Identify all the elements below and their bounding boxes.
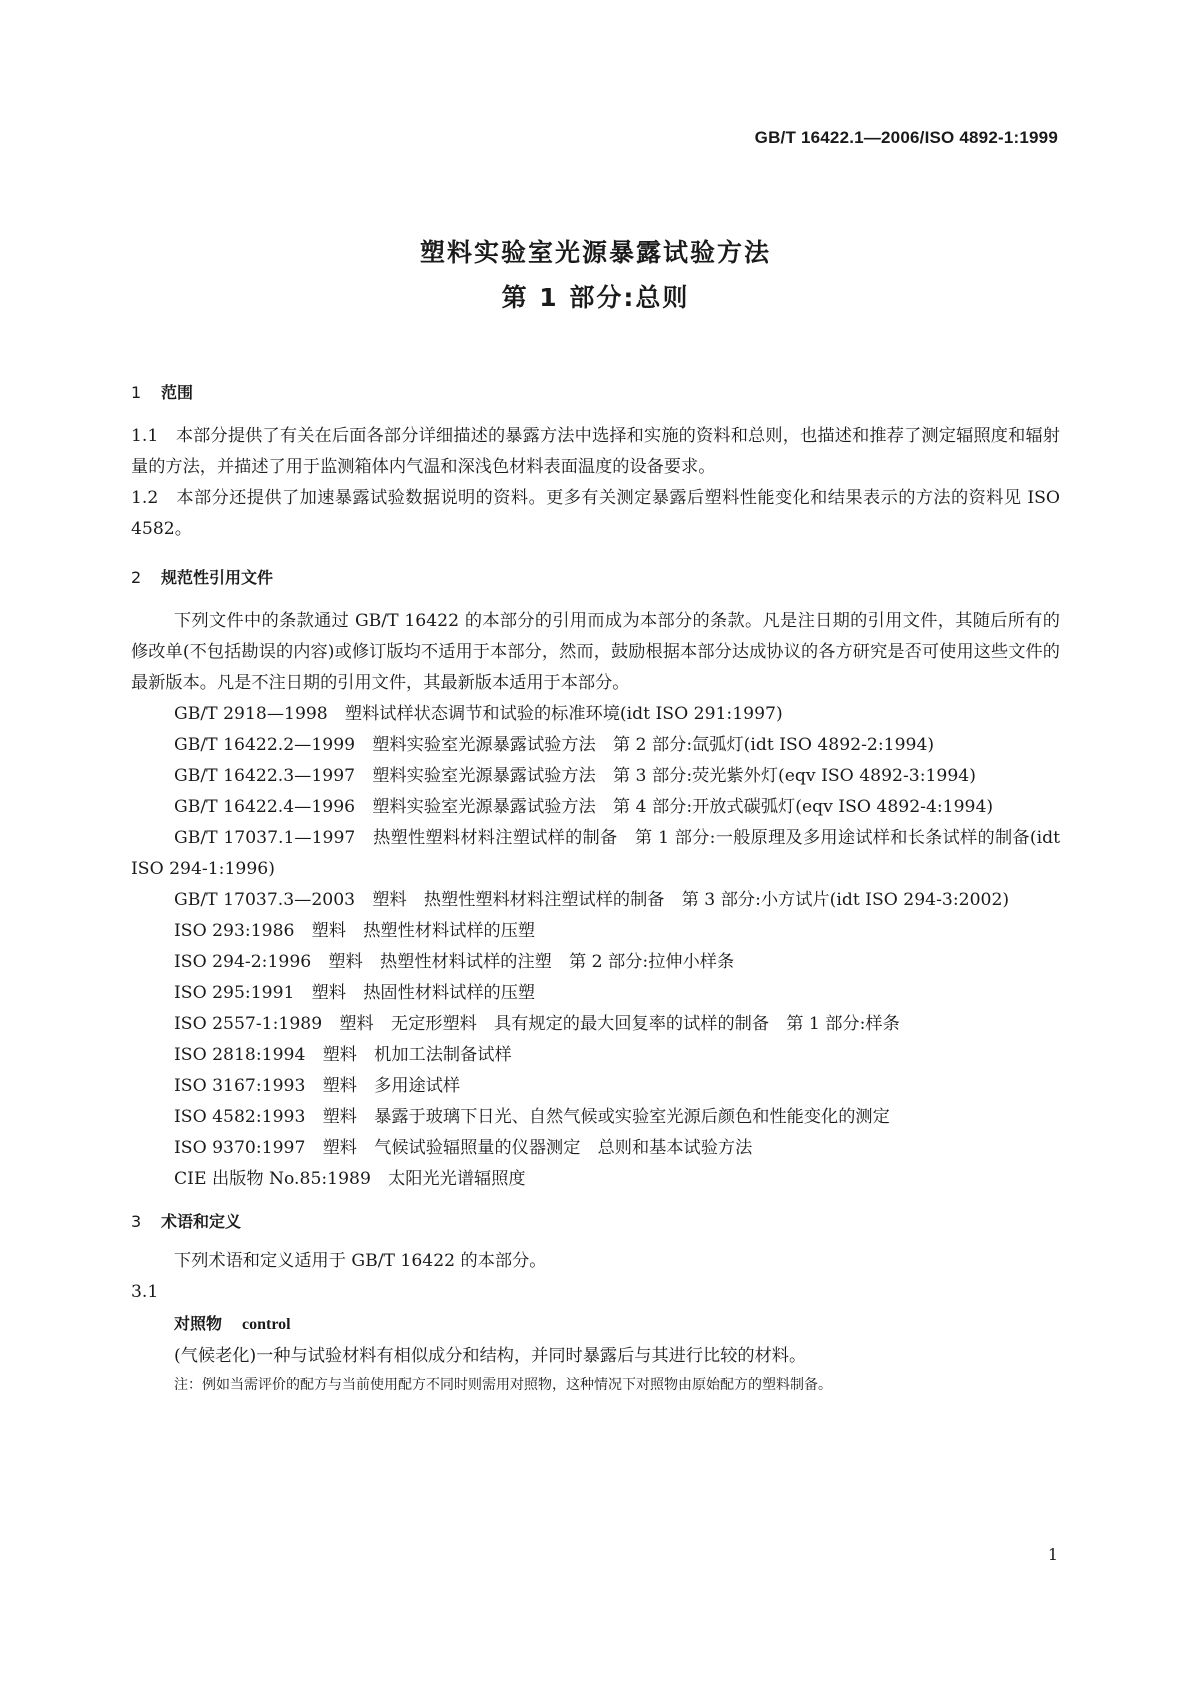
reference-item: ISO 293:1986 塑料 热塑性材料试样的压塑 [174,921,536,941]
term-entry [131,1308,1060,1341]
reference-item: CIE 出版物 No.85:1989 太阳光光谱辐照度 [174,1169,526,1189]
reference-item: GB/T 2918—1998 塑料试样状态调节和试验的标准环境(idt ISO 291:1997) [174,704,783,724]
section-number: 1 [131,383,142,402]
standard-number: GB/T 16422.1—2006/ISO 4892-1:1999 [754,128,1058,147]
reference-item: ISO 295:1991 塑料 热固性材料试样的压塑 [174,983,536,1003]
term-note: 注：例如当需评价的配方与当前使用配方不同时则需用对照物，这种情况下对照物由原始配方的塑料制备。 [174,1377,832,1393]
reference-item: ISO 294-2:1996 塑料 热塑性材料试样的注塑 第 2 部分:拉伸小样条 [174,952,735,972]
reference-item: GB/T 16422.3—1997 塑料实验室光源暴露试验方法 第 3 部分:荧光紫外灯(eqv ISO 4892-3:1994) [174,766,976,786]
reference-item: GB/T 17037.1—1997 热塑性塑料材料注塑试样的制备 第 1 部分:一般原理及多用途试样和长条试样的制备(idt ISO 294-1:1996) [131,828,1060,879]
document-body [131,380,1060,1398]
section-number: 3 [131,1212,142,1231]
reference-item: GB/T 17037.3—2003 塑料 热塑性塑料材料注塑试样的制备 第 3 部分:小方试片(idt ISO 294-3:2002) [174,890,1010,910]
reference-item: GB/T 16422.2—1999 塑料实验室光源暴露试验方法 第 2 部分:氙弧灯(idt ISO 4892-2:1994) [174,735,935,755]
reference-item: GB/T 16422.4—1996 塑料实验室光源暴露试验方法 第 4 部分:开放式碳弧灯(eqv ISO 4892-4:1994) [174,797,994,817]
reference-item: ISO 9370:1997 塑料 气候试验辐照量的仪器测定 总则和基本试验方法 [174,1138,753,1158]
section-title: 术语和定义 [161,1212,242,1231]
reference-item: ISO 4582:1993 塑料 暴露于玻璃下日光、自然气候或实验室光源后颜色和性能变化的测定 [174,1107,890,1127]
reference-item: ISO 3167:1993 塑料 多用途试样 [174,1076,461,1096]
section-2-heading [131,565,1060,588]
section-3-heading [131,1209,1060,1232]
document-title: 塑料实验室光源暴露试验方法 [419,238,771,267]
term-definition: (气候老化)一种与试验材料有相似成分和结构，并同时暴露后与其进行比较的材料。 [174,1346,807,1366]
section-3-intro: 下列术语和定义适用于 GB/T 16422 的本部分。 [174,1251,547,1271]
section-title: 规范性引用文件 [161,568,274,587]
section-number: 2 [131,568,142,587]
page-number: 1 [1047,1545,1058,1564]
reference-item: ISO 2557-1:1989 塑料 无定形塑料 具有规定的最大回复率的试样的制备 第 1 部分:样条 [174,1014,900,1034]
section-1-heading [131,380,1060,403]
section-2-intro: 下列文件中的条款通过 GB/T 16422 的本部分的引用而成为本部分的条款。凡是注日期的引用文件，其随后所有的修改单(不包括勘误的内容)或修订版均不适用于本部分，然而，鼓励根据本部分达成协议的各方研究是否可使用这些文件的最新版本。凡是不注日期的引用文件，其最新版本适用于本部分。 [131,611,1060,693]
section-title: 范围 [161,383,194,402]
clause-1-2: 1.2 本部分还提供了加速暴露试验数据说明的资料。更多有关测定暴露后塑料性能变化和结果表示的方法的资料见 ISO 4582。 [131,488,1060,539]
clause-1-1: 1.1 本部分提供了有关在后面各部分详细描述的暴露方法中选择和实施的资料和总则，也描述和推荐了测定辐照度和辐射量的方法，并描述了用于监测箱体内气温和深浅色材料表面温度的设备要求。 [131,426,1060,477]
term-english: control [242,1316,291,1333]
reference-item: ISO 2818:1994 塑料 机加工法制备试样 [174,1045,512,1065]
term-chinese: 对照物 [174,1314,223,1333]
document-subtitle: 第 1 部分:总则 [501,283,690,312]
clause-3-1-number: 3.1 [131,1282,159,1302]
